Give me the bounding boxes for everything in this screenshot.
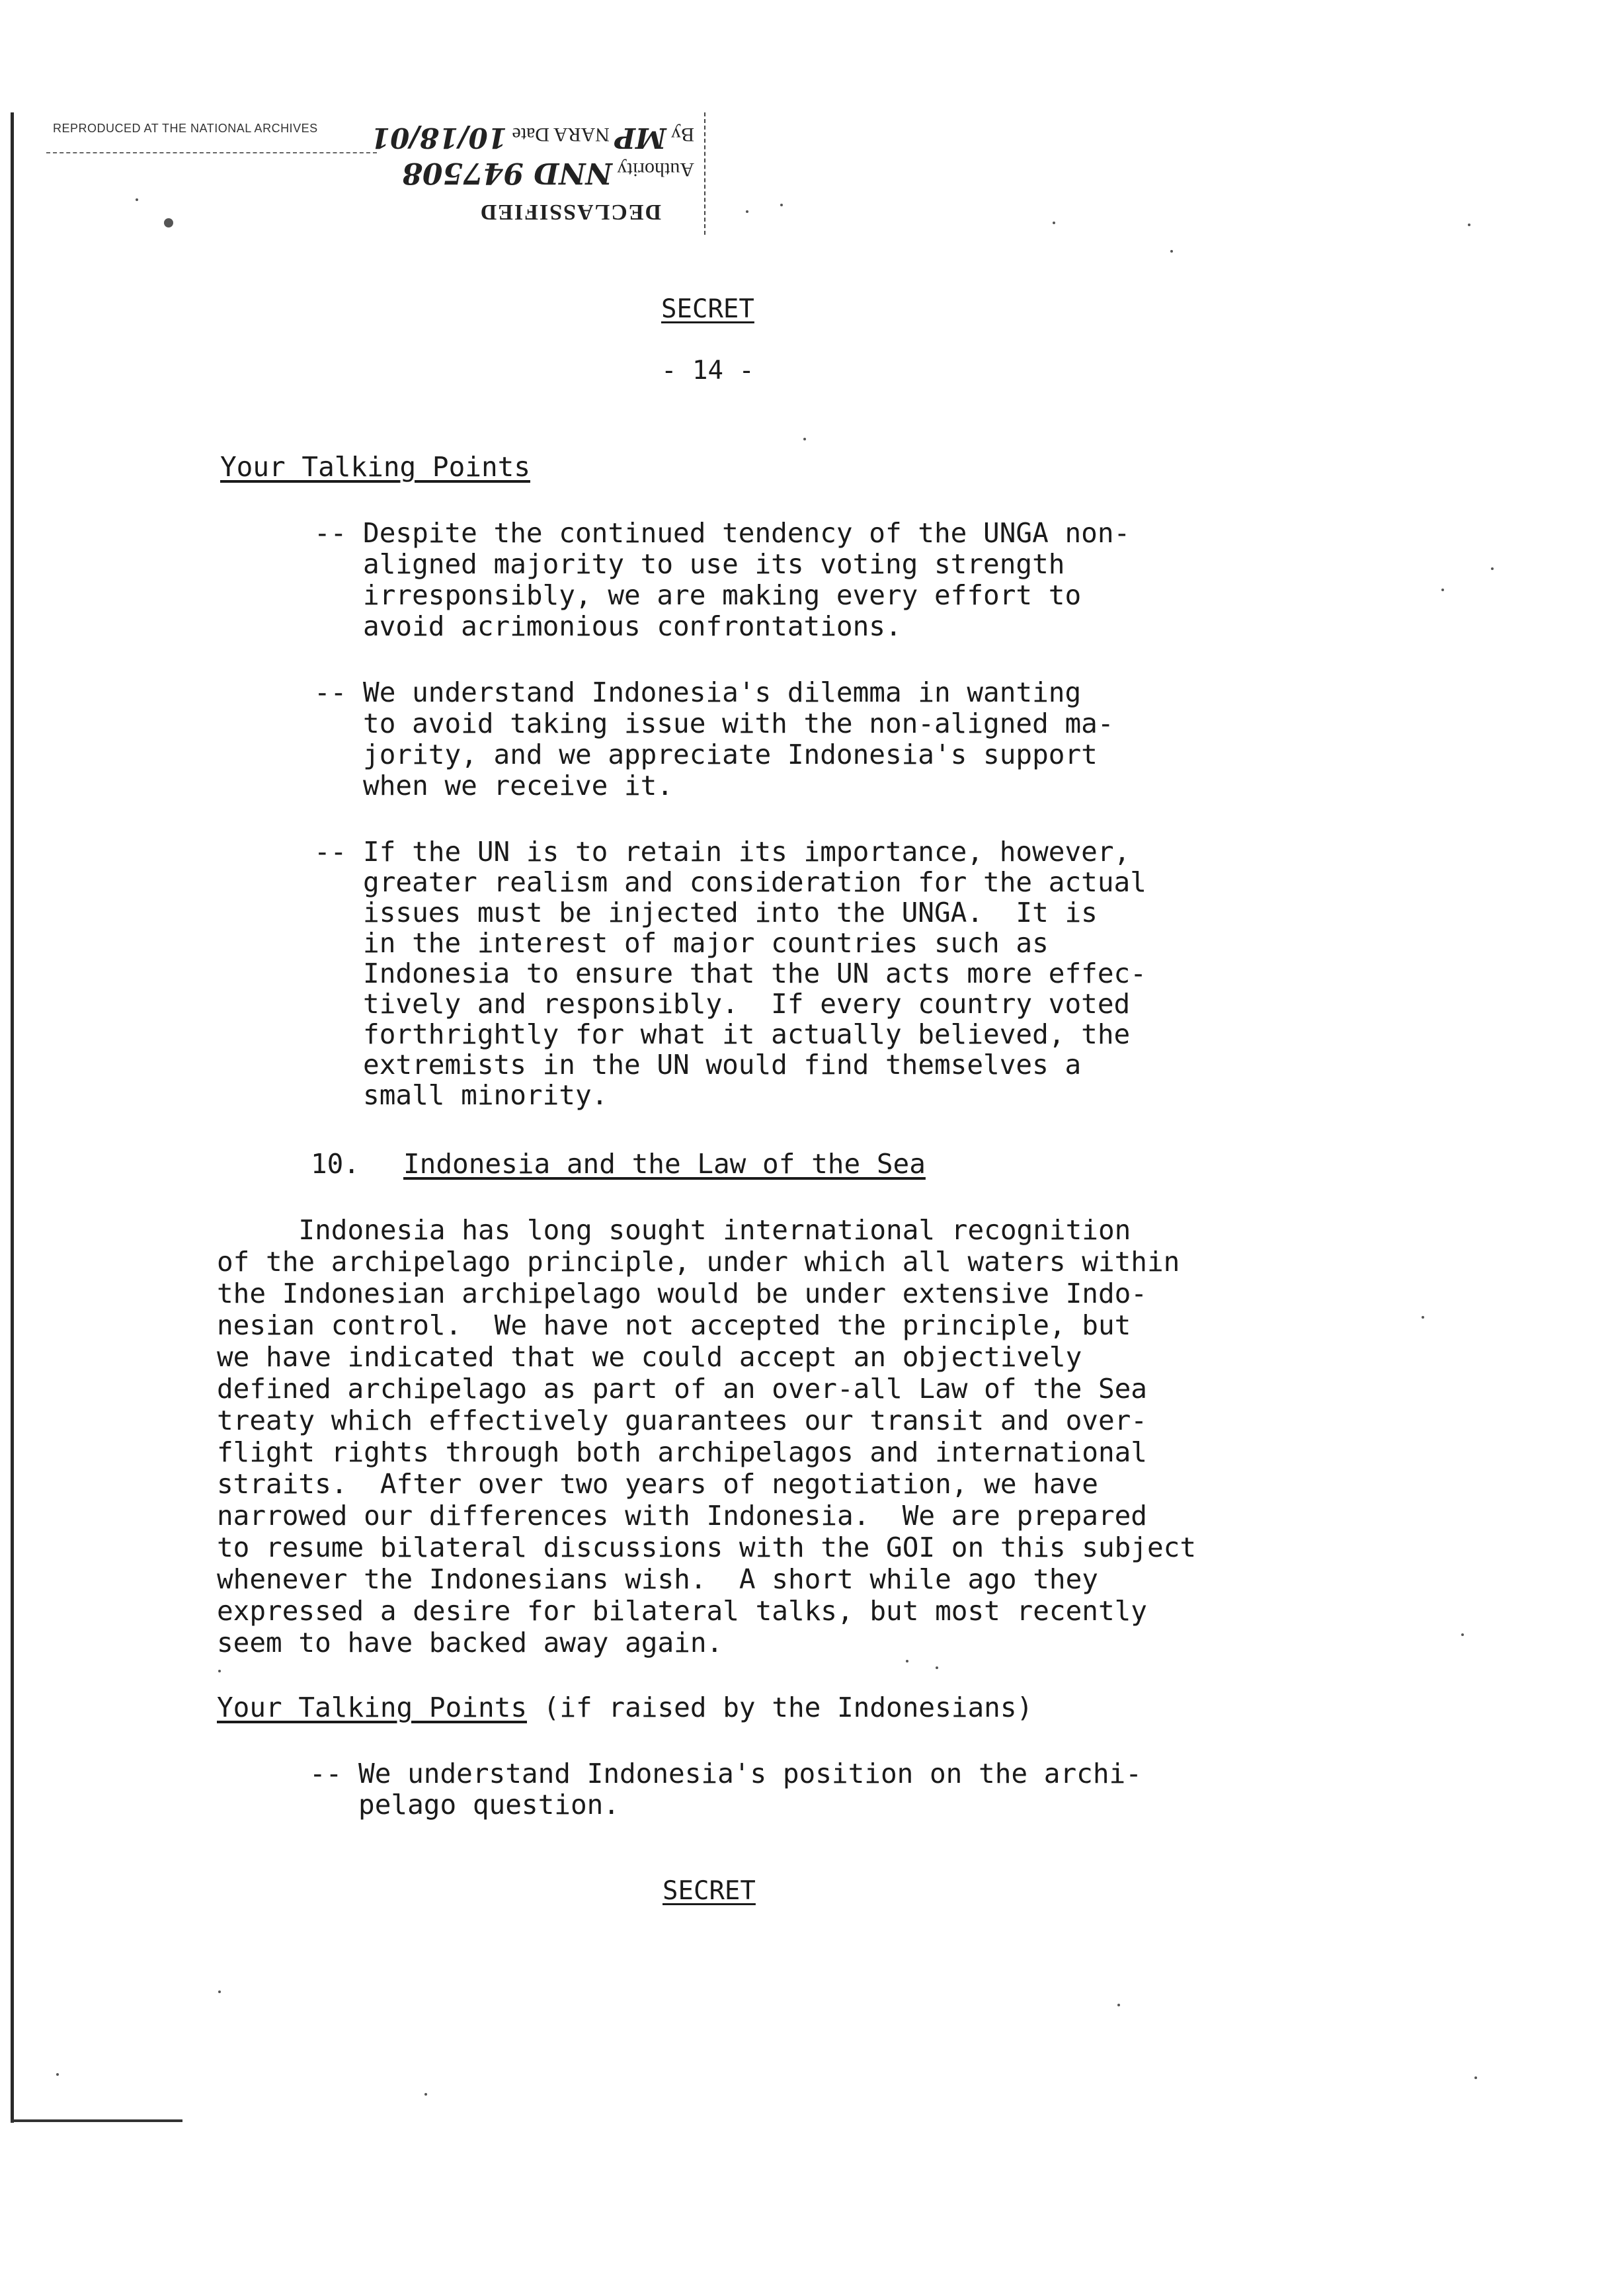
scan-speck: [1441, 589, 1444, 591]
text-line: straits. After over two years of negotiation, we have: [217, 1468, 1098, 1500]
footer-classification: SECRET: [663, 1876, 756, 1906]
text-line: tively and responsibly. If every country voted: [314, 988, 1131, 1020]
text-line: issues must be injected into the UNGA. It is: [314, 897, 1098, 928]
scan-edge-left: [11, 112, 14, 2123]
text-line: we have indicated that we could accept an objectively: [217, 1341, 1082, 1373]
page-number: - 14 -: [661, 356, 754, 386]
scan-speck: [1117, 2004, 1120, 2006]
text-line: expressed a desire for bilateral talks, but most recently: [217, 1595, 1147, 1627]
stamp-rule-right: [704, 112, 705, 235]
scan-speck: [1170, 250, 1173, 253]
text-line: small minority.: [314, 1079, 608, 1111]
text-line: -- If the UN is to retain its importance, however,: [314, 836, 1131, 868]
text-line: the Indonesian archipelago would be under extensive Indo-: [217, 1278, 1147, 1309]
scan-speck: [1461, 1633, 1464, 1636]
stamp-rule: [46, 152, 377, 153]
text-line: Indonesia has long sought international recognition: [217, 1214, 1131, 1246]
text-line: defined archipelago as part of an over-all Law of the Sea: [217, 1373, 1147, 1405]
text-line: jority, and we appreciate Indonesia's support: [314, 739, 1098, 770]
nara-date-label: NARA Date: [512, 124, 610, 145]
text-line: extremists in the UN would find themselves a: [314, 1049, 1082, 1081]
text-line: -- We understand Indonesia's position on the archi-: [309, 1758, 1142, 1789]
scan-speck: [56, 2073, 59, 2076]
text-line: whenever the Indonesians wish. A short while ago they: [217, 1563, 1098, 1595]
section-title: Indonesia and the Law of the Sea: [403, 1148, 926, 1180]
declassified-label: DECLASSIFIED: [479, 200, 661, 224]
scan-speck: [1053, 222, 1055, 224]
text-line: greater realism and consideration for the actual: [314, 866, 1146, 898]
text-line: nesian control. We have not accepted the principle, but: [217, 1309, 1131, 1341]
talking-points-heading-text: Your Talking Points: [217, 1692, 527, 1723]
text-line: Indonesia to ensure that the UN acts more effec-: [314, 958, 1146, 989]
declassification-stamp: [46, 112, 714, 245]
text-line: forthrightly for what it actually believed, the: [314, 1018, 1131, 1050]
scan-speck: [424, 2093, 427, 2096]
text-line: flight rights through both archipelagos and international: [217, 1436, 1147, 1468]
scan-speck: [1474, 2076, 1477, 2079]
scan-speck: [803, 438, 806, 440]
talking-points-heading: Your Talking Points: [220, 451, 530, 483]
text-line: -- Despite the continued tendency of the UNGA non-: [314, 517, 1131, 549]
scan-speck: [136, 198, 138, 201]
text-line: of the archipelago principle, under which all waters within: [217, 1246, 1180, 1278]
section-number: 10.: [311, 1148, 360, 1180]
authority-value: NND 947508: [402, 156, 612, 190]
stamp-inverted-block: [357, 112, 701, 228]
scan-speck: [936, 1666, 938, 1669]
text-line: to resume bilateral discussions with the GOI on this subject: [217, 1532, 1197, 1563]
text-line: pelago question.: [309, 1789, 620, 1821]
text-line: treaty which effectively guarantees our transit and over-: [217, 1405, 1147, 1436]
by-value: MP: [614, 122, 666, 154]
scan-speck: [218, 1990, 221, 1993]
scan-speck: [906, 1660, 908, 1662]
scan-speck: [780, 204, 783, 206]
talking-points-heading-suffix: (if raised by the Indonesians): [527, 1692, 1033, 1723]
reproduced-notice: REPRODUCED AT THE NATIONAL ARCHIVES: [53, 122, 318, 135]
text-line: -- We understand Indonesia's dilemma in wanting: [314, 676, 1082, 708]
header-classification: SECRET: [661, 294, 754, 324]
by-line: [371, 122, 694, 154]
scan-speck: [746, 210, 748, 213]
text-line: aligned majority to use its voting strength: [314, 548, 1065, 580]
text-line: seem to have backed away again.: [217, 1627, 723, 1659]
scan-edge-bottom: [11, 2119, 182, 2122]
scan-speck: [1491, 567, 1494, 570]
nara-date-value: 10/18/01: [370, 122, 507, 154]
authority-label: Authority: [617, 159, 694, 181]
by-label: By: [670, 124, 694, 145]
talking-points-heading-conditional: [217, 1694, 1033, 1721]
text-line: to avoid taking issue with the non-aligned ma-: [314, 708, 1114, 739]
scan-speck: [1468, 224, 1470, 226]
text-line: irresponsibly, we are making every effort to: [314, 579, 1082, 611]
text-line: avoid acrimonious confrontations.: [314, 610, 902, 642]
scan-speck: [218, 1670, 221, 1672]
scan-speck: [164, 218, 173, 227]
text-line: in the interest of major countries such as: [314, 927, 1049, 959]
text-line: narrowed our differences with Indonesia. We are prepared: [217, 1500, 1147, 1532]
text-line: when we receive it.: [314, 770, 674, 801]
authority-line: [402, 156, 694, 190]
scan-speck: [1422, 1316, 1424, 1319]
